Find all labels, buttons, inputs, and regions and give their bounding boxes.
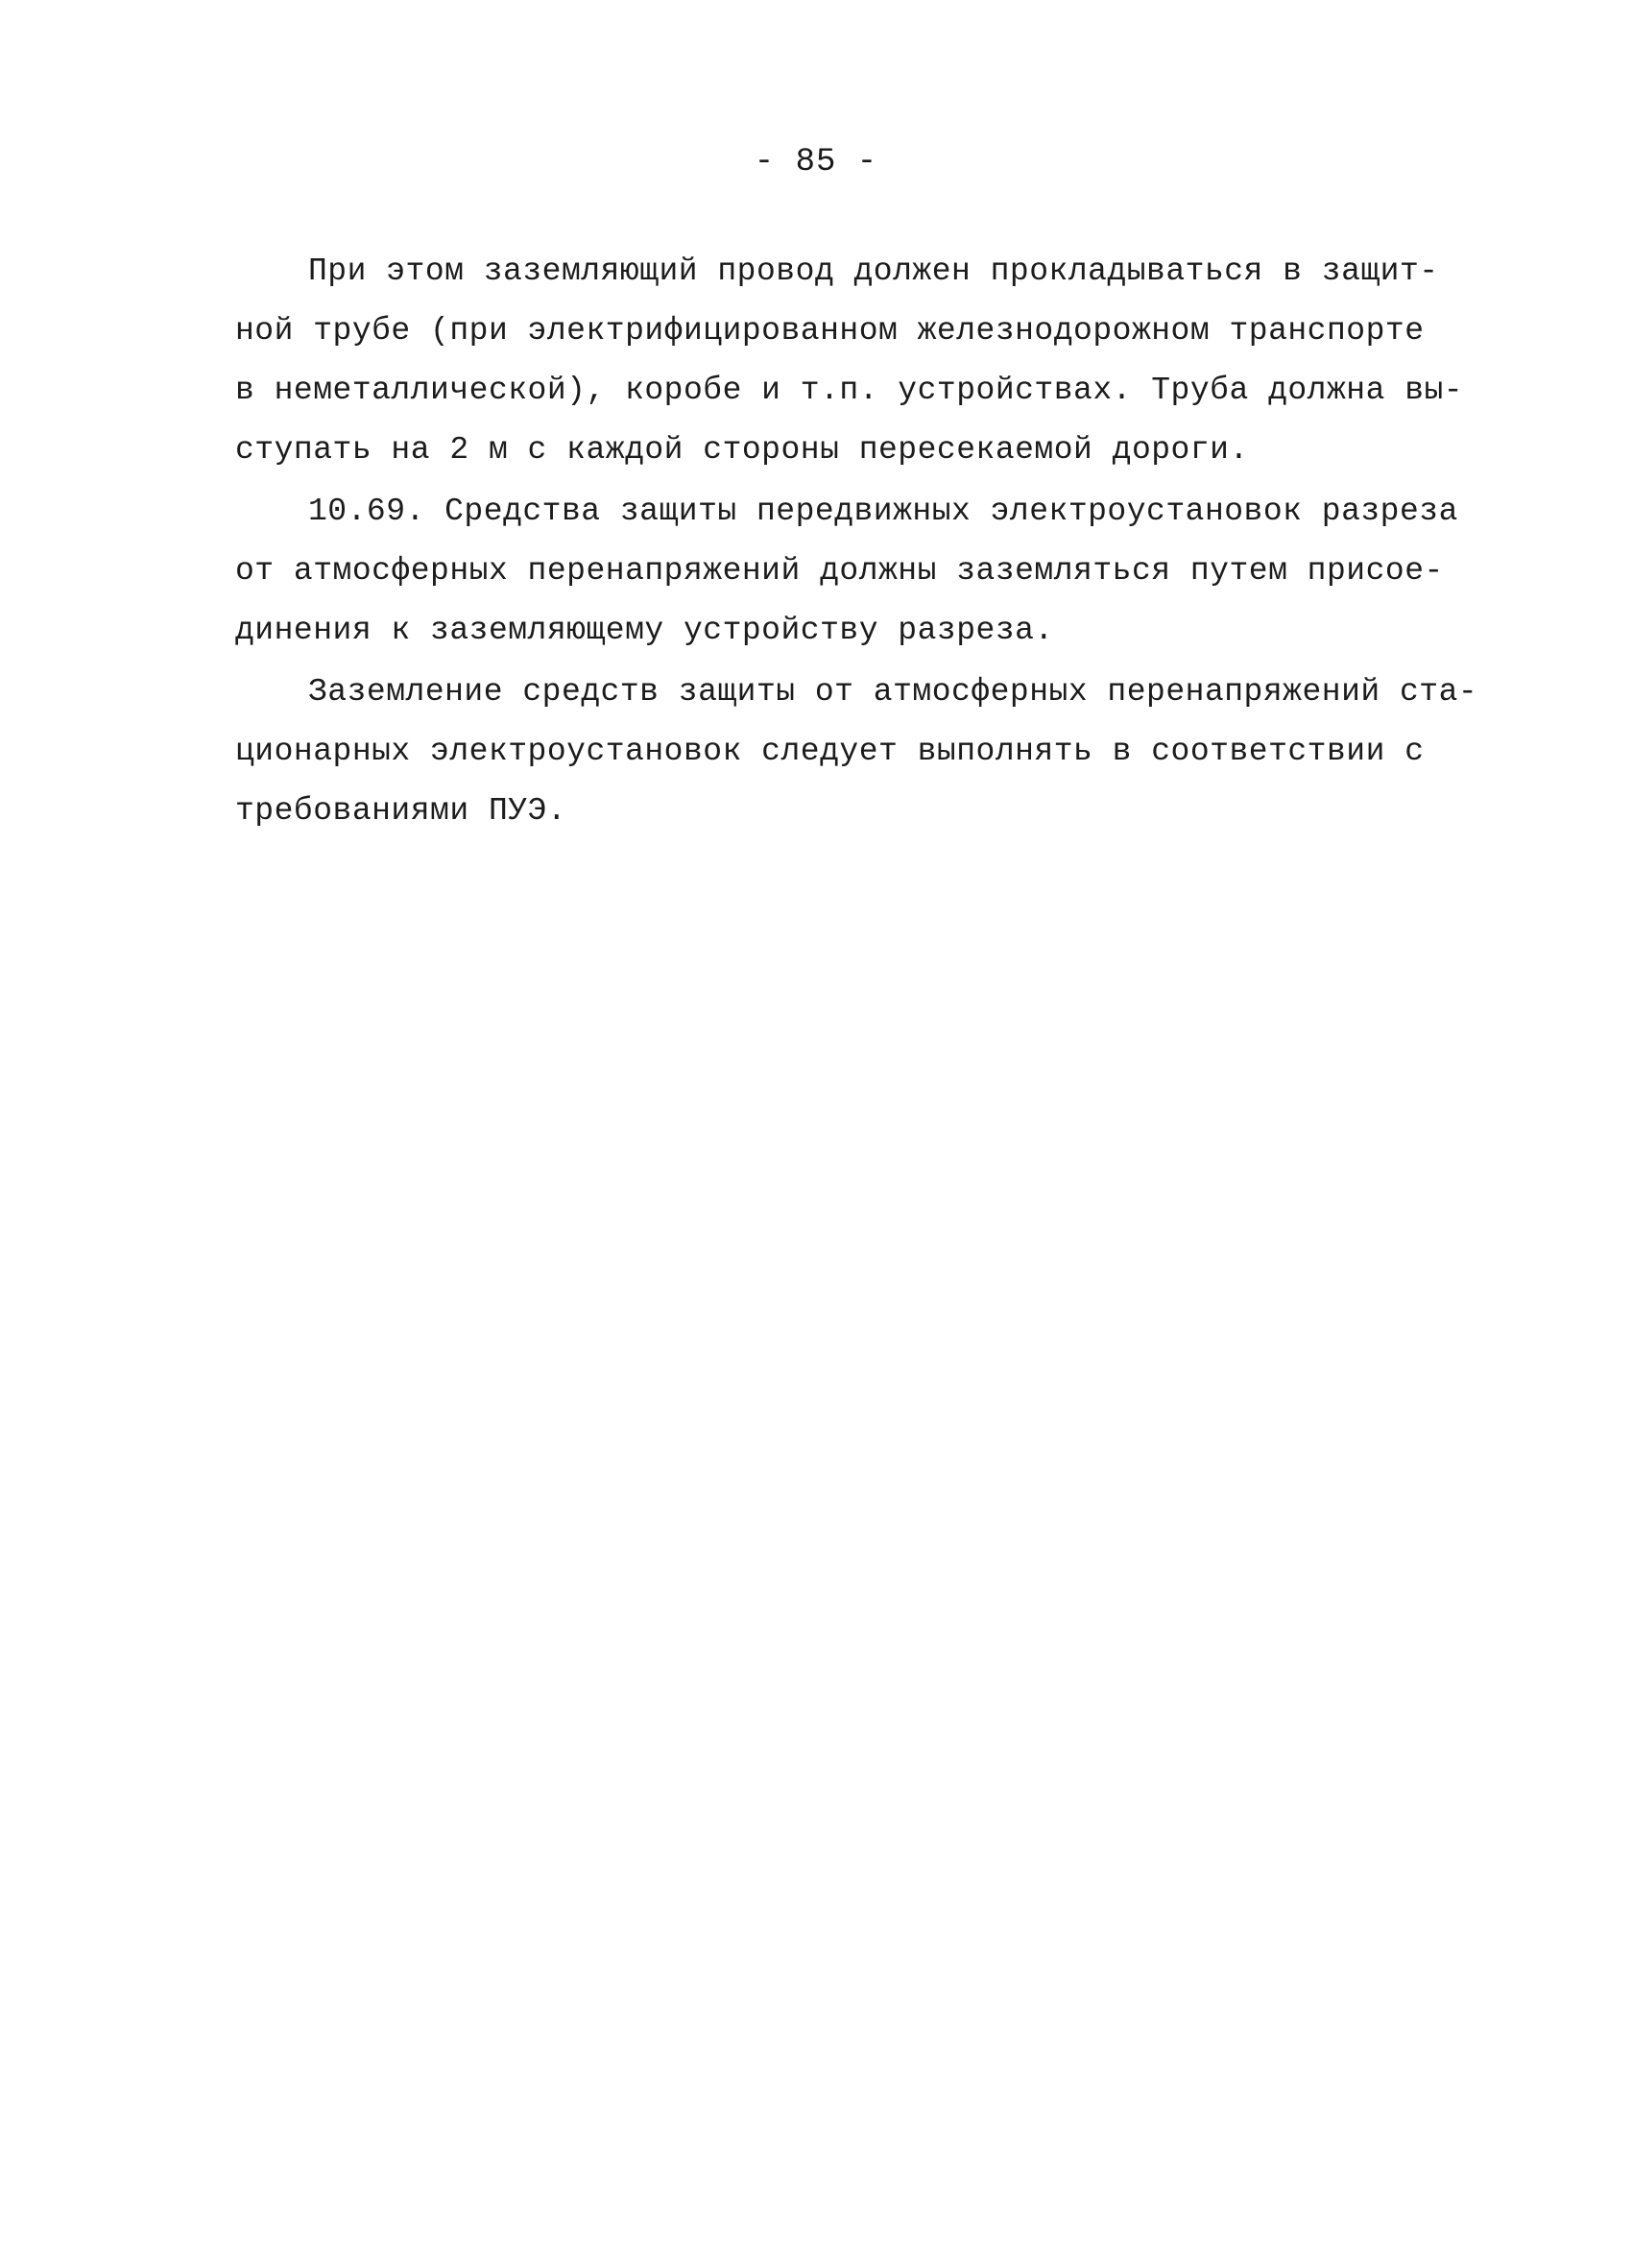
paragraph-line: ступать на 2 м с каждой стороны пересекаемой дороги. (235, 432, 1249, 468)
paragraph-line: Заземление средств защиты от атмосферных перенапряжений ста- (308, 674, 1478, 710)
paragraph-line: ционарных электроустановок следует выполнять в соответствии с (235, 734, 1425, 769)
page-number: - 85 - (754, 144, 878, 181)
paragraph-line: динения к заземляющему устройству разреза. (235, 613, 1054, 648)
paragraph-line: При этом заземляющий провод должен прокладываться в защит- (308, 253, 1439, 289)
paragraph-10-69 (235, 482, 1458, 661)
paragraph-line: ной трубе (при электрифицированном железнодорожном транспорте (235, 313, 1425, 349)
paragraph-grounding-conductor (235, 242, 1464, 480)
paragraph-line: от атмосферных перенапряжений должны заземляться путем присое- (235, 553, 1444, 589)
paragraph-line: требованиями ПУЭ. (235, 793, 567, 829)
paragraph-line: в неметаллической), коробе и т.п. устройствах. Труба должна вы- (235, 373, 1464, 408)
paragraph-line: 10.69. Средства защиты передвижных электроустановок разреза (308, 494, 1458, 529)
paragraph-stationary-grounding (235, 663, 1478, 841)
